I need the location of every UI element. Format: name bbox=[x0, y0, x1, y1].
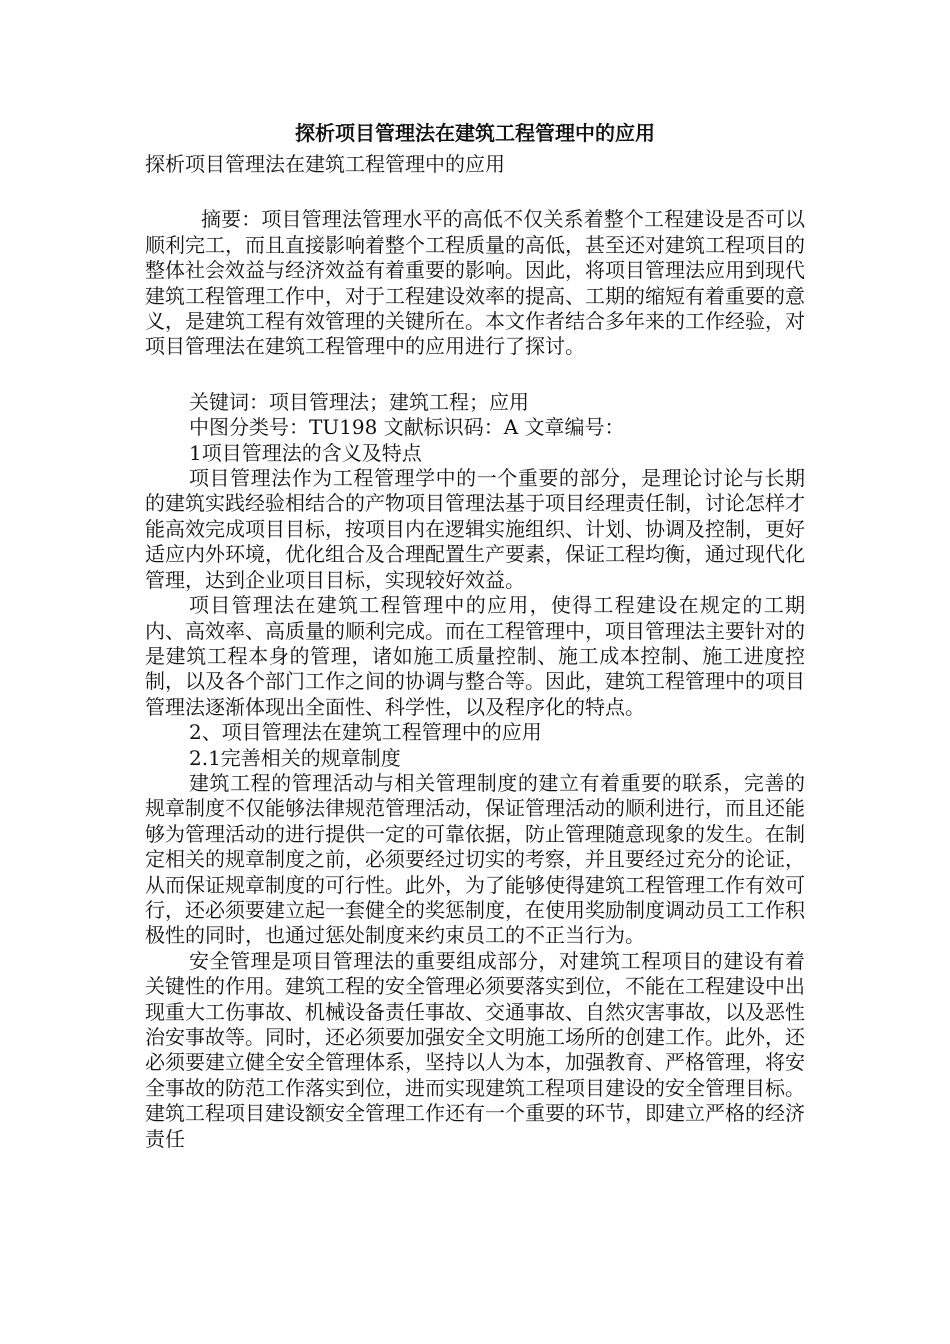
blank-line bbox=[145, 360, 805, 390]
section-heading: 1项目管理法的含义及特点 bbox=[189, 440, 422, 465]
section-heading: 2、项目管理法在建筑工程管理中的应用 bbox=[189, 720, 542, 745]
document-title: 探析项目管理法在建筑工程管理中的应用 bbox=[295, 121, 655, 145]
document-page bbox=[145, 118, 805, 1152]
classification-line: 中图分类号：TU198 文献标识码：A 文章编号： bbox=[189, 415, 625, 440]
body-paragraph: 项目管理法在建筑工程管理中的应用，使得工程建设在规定的工期内、高效率、高质量的顺利完成。而在工程管理中，项目管理法主要针对的是建筑工程本身的管理，诸如施工质量控制、施工成本控制、施工进度控制，以及各个部门工作之间的协调与整合等。因此，建筑工程管理中的项目管理法逐渐体现出全面性、科学性，以及程序化的特点。 bbox=[145, 593, 805, 719]
keywords-line: 关键词：项目管理法；建筑工程；应用 bbox=[189, 389, 529, 414]
abstract-paragraph: 摘要：项目管理法管理水平的高低不仅关系着整个工程建设是否可以顺利完工，而且直接影响着整个工程质量的高低，甚至还对建筑工程项目的整体社会效益与经济效益有着重要的影响。因此，将项目管理法应用到现代建筑工程管理工作中，对于工程建设效率的提高、工期的缩短有着重要的意义，是建筑工程有效管理的关键所在。本文作者结合多年来的工作经验，对项目管理法在建筑工程管理中的应用进行了探讨。 bbox=[145, 207, 805, 359]
body-paragraph: 建筑工程的管理活动与相关管理制度的建立有着重要的联系，完善的规章制度不仅能够法律规范管理活动，保证管理活动的顺利进行，而且还能够为管理活动的进行提供一定的可靠依据，防止管理随意现象的发生。在制定相关的规章制度之前，必须要经过切实的考察，并且要经过充分的论证，从而保证规章制度的可行性。此外，为了能够使得建筑工程管理工作有效可行，还必须要建立起一套健全的奖惩制度，在使用奖励制度调动员工工作积极性的同时，也通过惩处制度来约束员工的不正当行为。 bbox=[145, 770, 805, 948]
document-subtitle: 探析项目管理法在建筑工程管理中的应用 bbox=[145, 152, 505, 176]
body-paragraph: 项目管理法作为工程管理学中的一个重要的部分，是理论讨论与长期的建筑实践经验相结合的产物项目管理法基于项目经理责任制，讨论怎样才能高效完成项目目标，按项目内在逻辑实施组织、计划、协调及控制，更好适应内外环境，优化组合及合理配置生产要素，保证工程均衡，通过现代化管理，达到企业项目目标，实现较好效益。 bbox=[145, 466, 805, 592]
body-paragraph: 安全管理是项目管理法的重要组成部分，对建筑工程项目的建设有着关键性的作用。建筑工程的安全管理必须要落实到位，不能在工程建设中出现重大工伤事故、机械设备责任事故、交通事故、自然灾害事故，以及恶性治安事故等。同时，还必须要加强安全文明施工场所的创建工作。此外，还必须要建立健全安全管理体系，坚持以人为本，加强教育、严格管理，将安全事故的防范工作落实到位，进而实现建筑工程项目建设的安全管理目标。建筑工程项目建设额安全管理工作还有一个重要的环节，即建立严格的经济责任 bbox=[145, 948, 805, 1151]
subsection-heading: 2.1完善相关的规章制度 bbox=[189, 745, 401, 770]
